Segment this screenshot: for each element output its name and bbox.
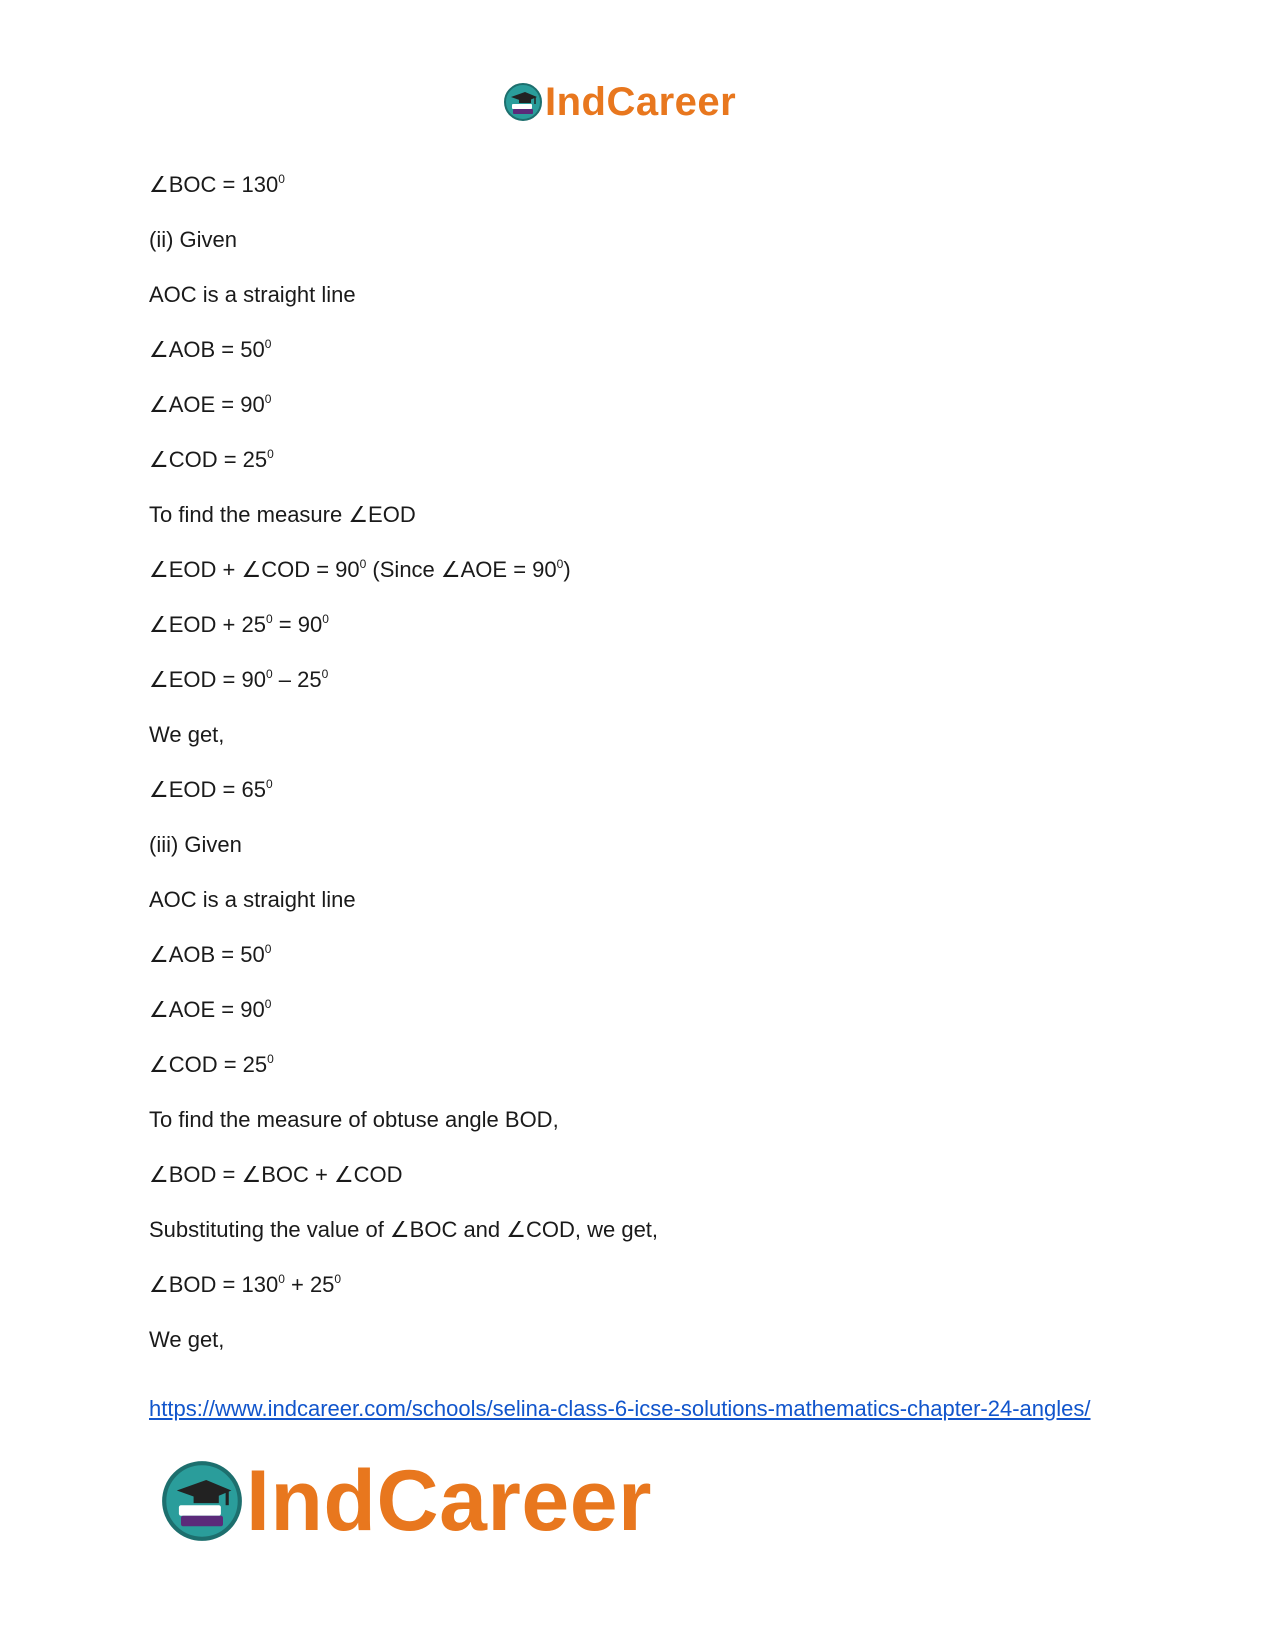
logo-wordmark: IndCareer xyxy=(246,1453,652,1549)
graduation-cap-books-icon xyxy=(160,1459,244,1543)
text-line xyxy=(149,887,1149,912)
line-text: ∠AOE = 90 xyxy=(149,997,265,1022)
line-text: To find the measure of obtuse angle BOD, xyxy=(149,1107,559,1132)
line-text: ∠EOD + 25 xyxy=(149,612,266,637)
line-text: ∠COD = 25 xyxy=(149,1052,268,1077)
source-link[interactable]: https://www.indcareer.com/schools/selina-class-6-icse-solutions-mathematics-chapter-24-angles/ xyxy=(149,1396,1091,1421)
logo-wordmark: IndCareer xyxy=(545,80,737,124)
degree-superscript: 0 xyxy=(267,447,274,461)
graduation-cap-books-icon xyxy=(503,82,543,122)
text-line xyxy=(149,392,1149,417)
text-line xyxy=(149,1052,1149,1077)
degree-superscript: 0 xyxy=(278,172,285,186)
text-line xyxy=(149,667,1149,692)
line-text: ∠EOD = 90 xyxy=(149,667,266,692)
text-line xyxy=(149,1327,1149,1352)
line-text-continued: (Since ∠AOE = 90 xyxy=(366,557,557,582)
line-text: ∠BOD = 130 xyxy=(149,1272,279,1297)
degree-superscript: 0 xyxy=(264,942,272,956)
degree-superscript: 0 xyxy=(359,557,367,571)
text-line xyxy=(149,1272,1149,1297)
degree-superscript: 0 xyxy=(267,1052,274,1066)
line-text-continued: ) xyxy=(563,557,571,582)
text-line xyxy=(149,777,1149,802)
line-text: ∠BOC = 130 xyxy=(149,172,279,197)
text-line xyxy=(149,942,1149,967)
degree-superscript: 0 xyxy=(264,392,272,406)
line-text: AOC is a straight line xyxy=(149,282,356,307)
line-text: Substituting the value of ∠BOC and ∠COD, we get, xyxy=(149,1217,659,1242)
line-text: (ii) Given xyxy=(149,227,238,252)
line-text: AOC is a straight line xyxy=(149,887,356,912)
degree-superscript: 0 xyxy=(264,997,272,1011)
text-line xyxy=(149,997,1149,1022)
line-text: ∠EOD = 65 xyxy=(149,777,266,802)
degree-superscript: 0 xyxy=(556,557,564,571)
line-text: We get, xyxy=(149,1327,225,1352)
line-text-continued: + 25 xyxy=(284,1272,335,1297)
degree-superscript: 0 xyxy=(321,667,329,681)
line-text: We get, xyxy=(149,722,225,747)
text-line xyxy=(149,1107,1149,1132)
degree-superscript: 0 xyxy=(278,1272,285,1286)
text-line xyxy=(149,557,1149,582)
line-text-continued: = 90 xyxy=(272,612,323,637)
text-line xyxy=(149,172,1149,197)
footer-logo xyxy=(160,1453,652,1549)
text-line xyxy=(149,832,1149,857)
text-line xyxy=(149,282,1149,307)
text-line xyxy=(149,612,1149,637)
degree-superscript: 0 xyxy=(334,1272,342,1286)
degree-superscript: 0 xyxy=(265,777,273,791)
line-text: ∠AOB = 50 xyxy=(149,942,265,967)
degree-superscript: 0 xyxy=(322,612,329,626)
line-text: ∠BOD = ∠BOC + ∠COD xyxy=(149,1162,403,1187)
degree-superscript: 0 xyxy=(265,667,273,681)
line-text: ∠AOE = 90 xyxy=(149,392,265,417)
line-text: (iii) Given xyxy=(149,832,242,857)
line-text-continued: – 25 xyxy=(272,667,322,692)
text-line xyxy=(149,337,1149,362)
line-text: ∠AOB = 50 xyxy=(149,337,265,362)
text-line xyxy=(149,227,1149,252)
line-text: To find the measure ∠EOD xyxy=(149,502,416,527)
text-line xyxy=(149,722,1149,747)
degree-superscript: 0 xyxy=(265,612,273,626)
text-line xyxy=(149,1217,1149,1242)
line-text: ∠COD = 25 xyxy=(149,447,268,472)
line-text: ∠EOD + ∠COD = 90 xyxy=(149,557,360,582)
header-logo xyxy=(503,80,736,124)
degree-superscript: 0 xyxy=(264,337,272,351)
text-line xyxy=(149,502,1149,527)
solution-body xyxy=(149,172,1149,1382)
text-line xyxy=(149,1162,1149,1187)
text-line xyxy=(149,447,1149,472)
